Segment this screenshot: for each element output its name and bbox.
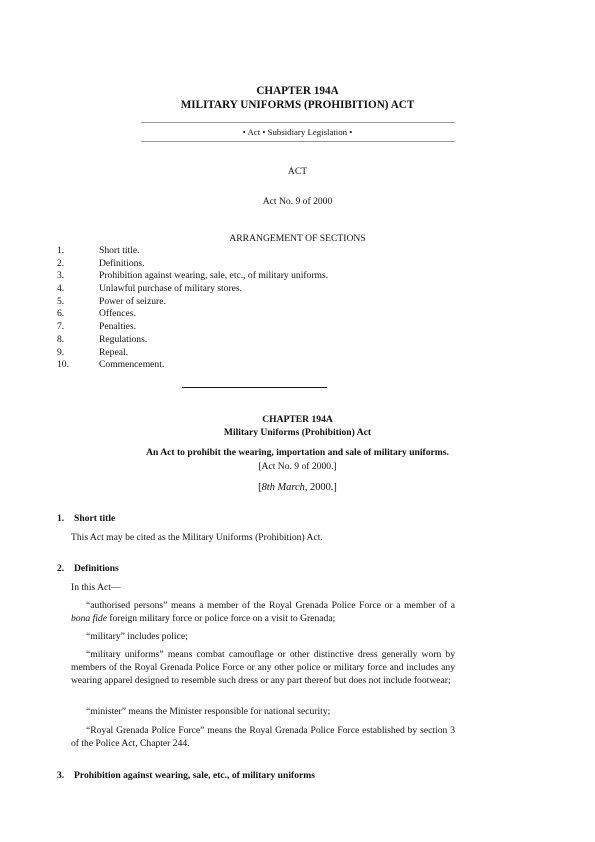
toc-item[interactable] xyxy=(57,321,537,334)
section-number: 1. xyxy=(57,513,65,524)
long-title: An Act to prohibit the wearing, importation and sale of military uniforms. xyxy=(146,447,449,458)
body-chapter-number: CHAPTER 194A xyxy=(262,414,333,425)
toc-number: 4. xyxy=(57,283,65,295)
toc-text: Power of seizure. xyxy=(99,295,166,307)
toc-number: 7. xyxy=(57,321,65,333)
section-heading-text: Definitions xyxy=(74,563,119,574)
definition-police-force: “Royal Grenada Police Force” means the Royal Grenada Police Force established by section 3 of the Police Act, Chapter 244. xyxy=(71,725,455,749)
date-italic: 8th March xyxy=(261,482,305,493)
definition-text: foreign military force or police force on a visit to Grenada; xyxy=(106,612,336,624)
toc-text: Penalties. xyxy=(99,321,137,333)
toc-item[interactable] xyxy=(57,296,537,309)
section-heading-text: Prohibition against wearing, sale, etc., of military uniforms xyxy=(74,770,315,781)
definition-military-uniforms: “military uniforms” means combat camouflage or other distinctive dress generally worn by members of the Royal Grenada Police Force or any other police or military force and includes any wearing apparel designed to resemble such dress or any part thereof but does not include footwear; xyxy=(71,649,455,686)
section-2-heading xyxy=(57,563,119,576)
toc-item[interactable] xyxy=(57,308,537,321)
top-divider xyxy=(141,122,455,123)
toc-number: 10. xyxy=(57,359,69,371)
toc-item[interactable] xyxy=(57,283,537,296)
arrangement-title: ARRANGEMENT OF SECTIONS xyxy=(229,233,366,244)
section-3-heading xyxy=(57,770,315,783)
definition-minister: “minister” means the Minister responsible for national security; xyxy=(86,706,331,717)
toc-item[interactable] xyxy=(57,359,537,372)
definition-italic: bona fide xyxy=(71,612,107,624)
section-nav[interactable]: • Act • Subsidiary Legislation • xyxy=(242,127,353,137)
section-1-heading xyxy=(57,513,115,526)
arrangement-list xyxy=(57,245,537,372)
act-reference: [Act No. 9 of 2000.] xyxy=(258,461,337,472)
toc-text: Offences. xyxy=(99,308,136,320)
toc-number: 6. xyxy=(57,308,65,320)
toc-text: Regulations. xyxy=(99,333,148,345)
section-number: 3. xyxy=(57,770,65,781)
toc-item[interactable] xyxy=(57,347,537,360)
nav-divider xyxy=(141,141,455,142)
section-separator xyxy=(182,387,327,388)
act-title: MILITARY UNIFORMS (PROHIBITION) ACT xyxy=(180,99,415,111)
definition-military: “military” includes police; xyxy=(86,631,188,642)
act-number: Act No. 9 of 2000 xyxy=(262,196,333,207)
body-short-title: Military Uniforms (Prohibition) Act xyxy=(223,427,372,438)
toc-number: 9. xyxy=(57,346,65,358)
date-suffix: , 2000.] xyxy=(304,482,337,493)
definition-authorised-persons xyxy=(71,600,455,626)
toc-text: Unlawful purchase of military stores. xyxy=(99,283,243,295)
toc-text: Commencement. xyxy=(99,359,165,371)
toc-text: Definitions. xyxy=(99,257,145,269)
toc-number: 2. xyxy=(57,257,65,269)
definition-text: “authorised persons” means a member of the Royal Grenada Police Force or a member of a xyxy=(86,600,455,611)
toc-number: 8. xyxy=(57,333,65,345)
commencement-date xyxy=(0,481,595,495)
section-heading-text: Short title xyxy=(74,513,116,524)
toc-item[interactable] xyxy=(57,258,537,271)
toc-number: 1. xyxy=(57,245,65,256)
toc-item[interactable] xyxy=(57,270,537,283)
toc-text: Prohibition against wearing, sale, etc., of military uniforms. xyxy=(99,270,329,282)
toc-text: Repeal. xyxy=(99,346,129,358)
act-label: ACT xyxy=(287,166,308,177)
section-number: 2. xyxy=(57,563,65,574)
toc-number: 5. xyxy=(57,295,65,307)
date-prefix: [ xyxy=(258,482,262,493)
section-1-text: This Act may be cited as the Military Uniforms (Prohibition) Act. xyxy=(71,532,323,543)
toc-number: 3. xyxy=(57,270,65,282)
toc-text: Short title. xyxy=(99,245,140,256)
section-2-intro: In this Act— xyxy=(71,582,121,593)
chapter-number: CHAPTER 194A xyxy=(256,85,339,97)
toc-item[interactable] xyxy=(57,245,537,258)
toc-item[interactable] xyxy=(57,334,537,347)
